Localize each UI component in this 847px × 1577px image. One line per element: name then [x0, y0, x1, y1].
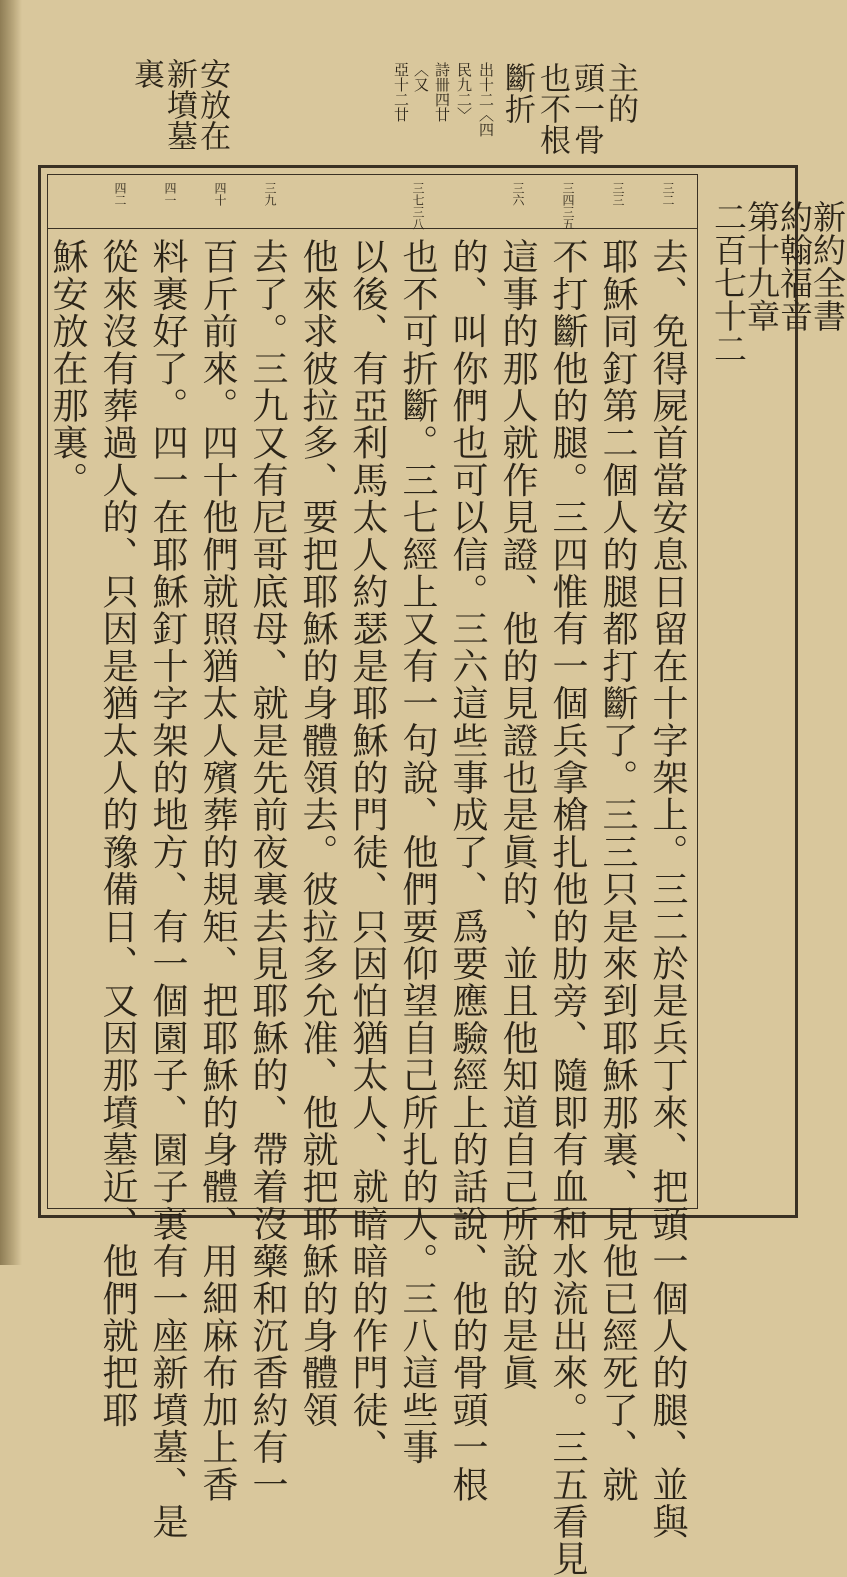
text-column: 料裹好了。四一在耶穌釘十字架的地方、有一個園子、園子裏有一座新墳墓、是	[147, 238, 188, 1540]
text-column: 他來求彼拉多、要把耶穌的身體領去。彼拉多允准、他就把耶穌的身體領	[297, 238, 338, 1429]
margin-note-line: 裏	[128, 58, 164, 89]
verse-number: 三六	[511, 182, 525, 206]
margin-ref: 民九二〉	[455, 62, 473, 122]
chapter-label: 第十九章	[742, 200, 781, 332]
book-binding-shadow	[0, 0, 22, 1265]
verse-number-rule	[47, 228, 698, 229]
page-number: 二百七十二	[709, 200, 748, 365]
margin-ref: 〈又	[412, 62, 430, 92]
verse-number: 三二	[661, 182, 675, 206]
text-column: 也不可折斷。三七經上又有一句說、他們要仰望自己所扎的人。三八這些事	[397, 238, 438, 1466]
text-column: 以後、有亞利馬太人約瑟是耶穌的門徒、只因怕猶太人、就暗暗的作門徒、	[347, 238, 388, 1466]
book-title: 新約全書	[808, 200, 847, 332]
text-column: 從來沒有葬過人的、只因是猶太人的豫備日、又因那墳墓近、他們就把耶	[97, 238, 138, 1429]
scripture-body	[42, 238, 692, 1577]
text-column: 去、免得屍首當安息日留在十字架上。三二於是兵丁來、把頭一個人的腿、並與	[647, 238, 688, 1540]
margin-ref: 詩卌四廿	[433, 62, 451, 122]
margin-ref: 亞十二廿	[392, 62, 410, 122]
text-column: 的、叫你們也可以信。三六這些事成了、爲要應驗經上的話說、他的骨頭一根	[447, 238, 488, 1503]
verse-number: 四十	[213, 182, 227, 206]
verse-number: 三九	[263, 182, 277, 206]
margin-note-line: 新墳墓	[161, 58, 197, 151]
text-column: 穌安放在那裏。	[47, 238, 88, 499]
margin-note-line: 也不根	[534, 62, 570, 155]
side-header	[709, 200, 847, 370]
verse-number: 三七三八	[411, 182, 425, 230]
text-column: 不打斷他的腿。三四惟有一個兵拿槍扎他的肋旁、隨即有血和水流出來。三五看見	[547, 238, 588, 1577]
verse-number: 三四三五	[561, 182, 575, 230]
verse-number: 四二	[113, 182, 127, 206]
verse-number: 三三	[611, 182, 625, 206]
margin-note-line: 主的	[602, 62, 638, 124]
margin-ref: 出十二〈四	[477, 62, 495, 137]
margin-note-line: 頭一骨	[568, 62, 604, 155]
verse-number: 四一	[163, 182, 177, 206]
margin-note-line: 斷折	[499, 62, 535, 124]
gospel-title: 約翰福音	[775, 200, 814, 332]
margin-note-line: 安放在	[194, 58, 230, 151]
text-column: 這事的那人就作見證、他的見證也是眞的、並且他知道自己所說的是眞	[497, 238, 538, 1392]
text-column: 耶穌同釘第二個人的腿都打斷了。三三只是來到耶穌那裏、見他已經死了、就	[597, 238, 638, 1503]
text-column: 百斤前來。四十他們就照猶太人殯葬的規矩、把耶穌的身體、用細麻布加上香	[197, 238, 238, 1503]
text-column: 去了。三九又有尼哥底母、就是先前夜裏去見耶穌的、帶着沒藥和沉香約有一	[247, 238, 288, 1503]
